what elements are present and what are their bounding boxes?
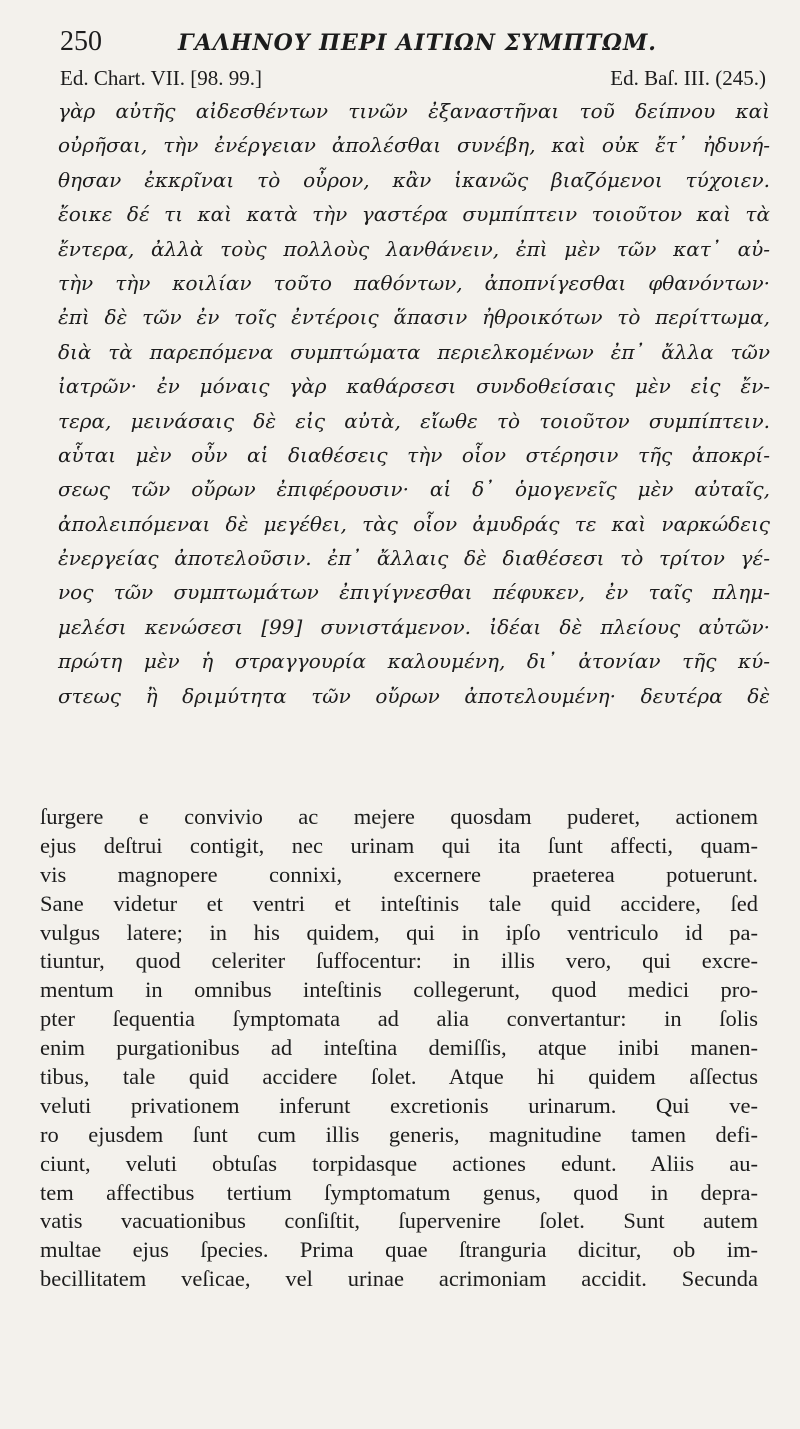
greek-text-line: νος τῶν συμπτωμάτων ἐπιγίγνεσθαι πέφυκεν, ἐν ταῖς πλημ-	[58, 580, 770, 605]
latin-text-line: ſurgere e convivio ac mejere quosdam puderet, actionem	[40, 804, 758, 829]
latin-text-line: tibus, tale quid accidere ſolet. Atque hi quidem aſſectus	[40, 1064, 758, 1090]
latin-text-line: tem affectibus tertium ſymptomatum genus, quod in depra-	[40, 1179, 758, 1205]
greek-text-line: οὐρῆσαι, τὴν ἐνέργειαν ἀπολέσθαι συνέβη, καὶ οὐκ ἔτ᾽ ἠδυνή-	[58, 133, 770, 158]
latin-text-line: veluti privationem inferunt excretionis urinarum. Qui ve-	[40, 1092, 758, 1118]
latin-text-line: vulgus latere; in his quidem, qui in ipſo ventriculo id pa-	[40, 919, 758, 945]
edition-reference-line	[60, 66, 766, 94]
latin-text-line: becillitatem veſicae, vel urinae acrimoniam accidit. Secunda	[40, 1266, 758, 1292]
latin-text-line: pter ſequentia ſymptomata ad alia convertantur: in ſolis	[40, 1006, 758, 1032]
greek-text-block	[58, 94, 770, 713]
greek-text-line: θησαν ἐκκρῖναι τὸ οὖρον, κἂν ἱκανῶς βιαζόμενοι τύχοιεν.	[58, 167, 770, 192]
greek-text-line: τερα, μεινάσαις δὲ εἰς αὐτὰ, εἴωθε τὸ τοιοῦτον συμπίπτειν.	[58, 408, 770, 433]
edition-reference-basel: Ed. Baſ. III. (245.)	[610, 66, 766, 90]
page-number: 250	[60, 26, 102, 57]
running-head	[60, 24, 760, 64]
greek-text-line: στεως ἢ δριμύτητα τῶν οὔρων ἀποτελουμένη· δευτέρα δὲ	[58, 683, 770, 708]
greek-text-line: ἀπολειπόμεναι δὲ μεγέθει, τὰς οἷον ἀμυδράς τε καὶ ναρκώδεις	[58, 511, 770, 536]
greek-text-line: διὰ τὰ παρεπόμενα συμπτώματα περιελκομένων ἐπ᾽ ἄλλα τῶν	[58, 339, 770, 364]
latin-text-line: Sane videtur et ventri et inteſtinis tale quid accidere, ſed	[40, 890, 758, 916]
greek-text-line: ἰατρῶν· ἐν μόναις γὰρ καθάρσεσι συνδοθείσαις μὲν εἰς ἔν-	[58, 374, 770, 399]
greek-text-line: μελέσι κενώσεσι [99] συνιστάμενον. ἰδέαι δὲ πλείους αὐτῶν·	[58, 614, 770, 639]
greek-text-line: γὰρ αὐτῆς αἰδεσθέντων τινῶν ἐξαναστῆναι τοῦ δείπνου καὶ	[58, 99, 770, 123]
latin-text-line: multae ejus ſpecies. Prima quae ſtranguria dicitur, ob im-	[40, 1237, 758, 1263]
latin-text-line: ro ejusdem ſunt cum illis generis, magnitudine tamen defi-	[40, 1121, 758, 1147]
latin-text-line: tiuntur, quod celeriter ſuffocentur: in illis vero, qui excre-	[40, 948, 758, 974]
edition-reference-chartier: Ed. Chart. VII. [98. 99.]	[60, 66, 262, 90]
greek-text-line: τὴν τὴν κοιλίαν τοῦτο παθόντων, ἀποπνίγεσθαι φθανόντων·	[58, 270, 770, 295]
greek-text-line: ἔοικε δέ τι καὶ κατὰ τὴν γαστέρα συμπίπτειν τοιοῦτον καὶ τὰ	[58, 202, 770, 227]
running-title: ΓΑΛΗΝΟΥ ΠΕΡΙ ΑΙΤΙΩΝ ΣΥΜΠΤΩΜ.	[178, 30, 657, 56]
latin-text-line: ejus deſtrui contigit, nec urinam qui ita ſunt affecti, quam-	[40, 832, 758, 858]
greek-text-line: ἐπὶ δὲ τῶν ἐν τοῖς ἐντέροις ἅπασιν ἠθροικότων τὸ περίττωμα,	[58, 305, 770, 330]
greek-text-line: ἐνεργείας ἀποτελοῦσιν. ἐπ᾽ ἄλλαις δὲ διαθέσεσι τὸ τρίτον γέ-	[58, 546, 770, 571]
latin-text-line: enim purgationibus ad inteſtina demiſſis, atque inibi manen-	[40, 1035, 758, 1061]
greek-text-line: σεως τῶν οὔρων ἐπιφέρουσιν· αἱ δ᾽ ὁμογενεῖς μὲν αὐταῖς,	[58, 477, 770, 502]
latin-text-line: ciunt, veluti obtuſas torpidasque actiones edunt. Aliis au-	[40, 1150, 758, 1176]
latin-text-block	[40, 803, 758, 1294]
greek-text-line: πρώτη μὲν ἡ στραγγουρία καλουμένη, δι᾽ ἀτονίαν τῆς κύ-	[58, 649, 770, 674]
greek-text-line: αὗται μὲν οὖν αἱ διαθέσεις τὴν οἷον στέρησιν τῆς ἀποκρί-	[58, 442, 770, 467]
latin-text-line: vis magnopere connixi, excernere praeterea potuerunt.	[40, 861, 758, 887]
latin-text-line: mentum in omnibus inteſtinis collegerunt, quod medici pro-	[40, 977, 758, 1003]
latin-text-line: vatis vacuationibus conſiſtit, ſupervenire ſolet. Sunt autem	[40, 1208, 758, 1234]
greek-text-line: ἔντερα, ἀλλὰ τοὺς πολλοὺς λανθάνειν, ἐπὶ μὲν τῶν κατ᾽ αὐ-	[58, 236, 770, 261]
